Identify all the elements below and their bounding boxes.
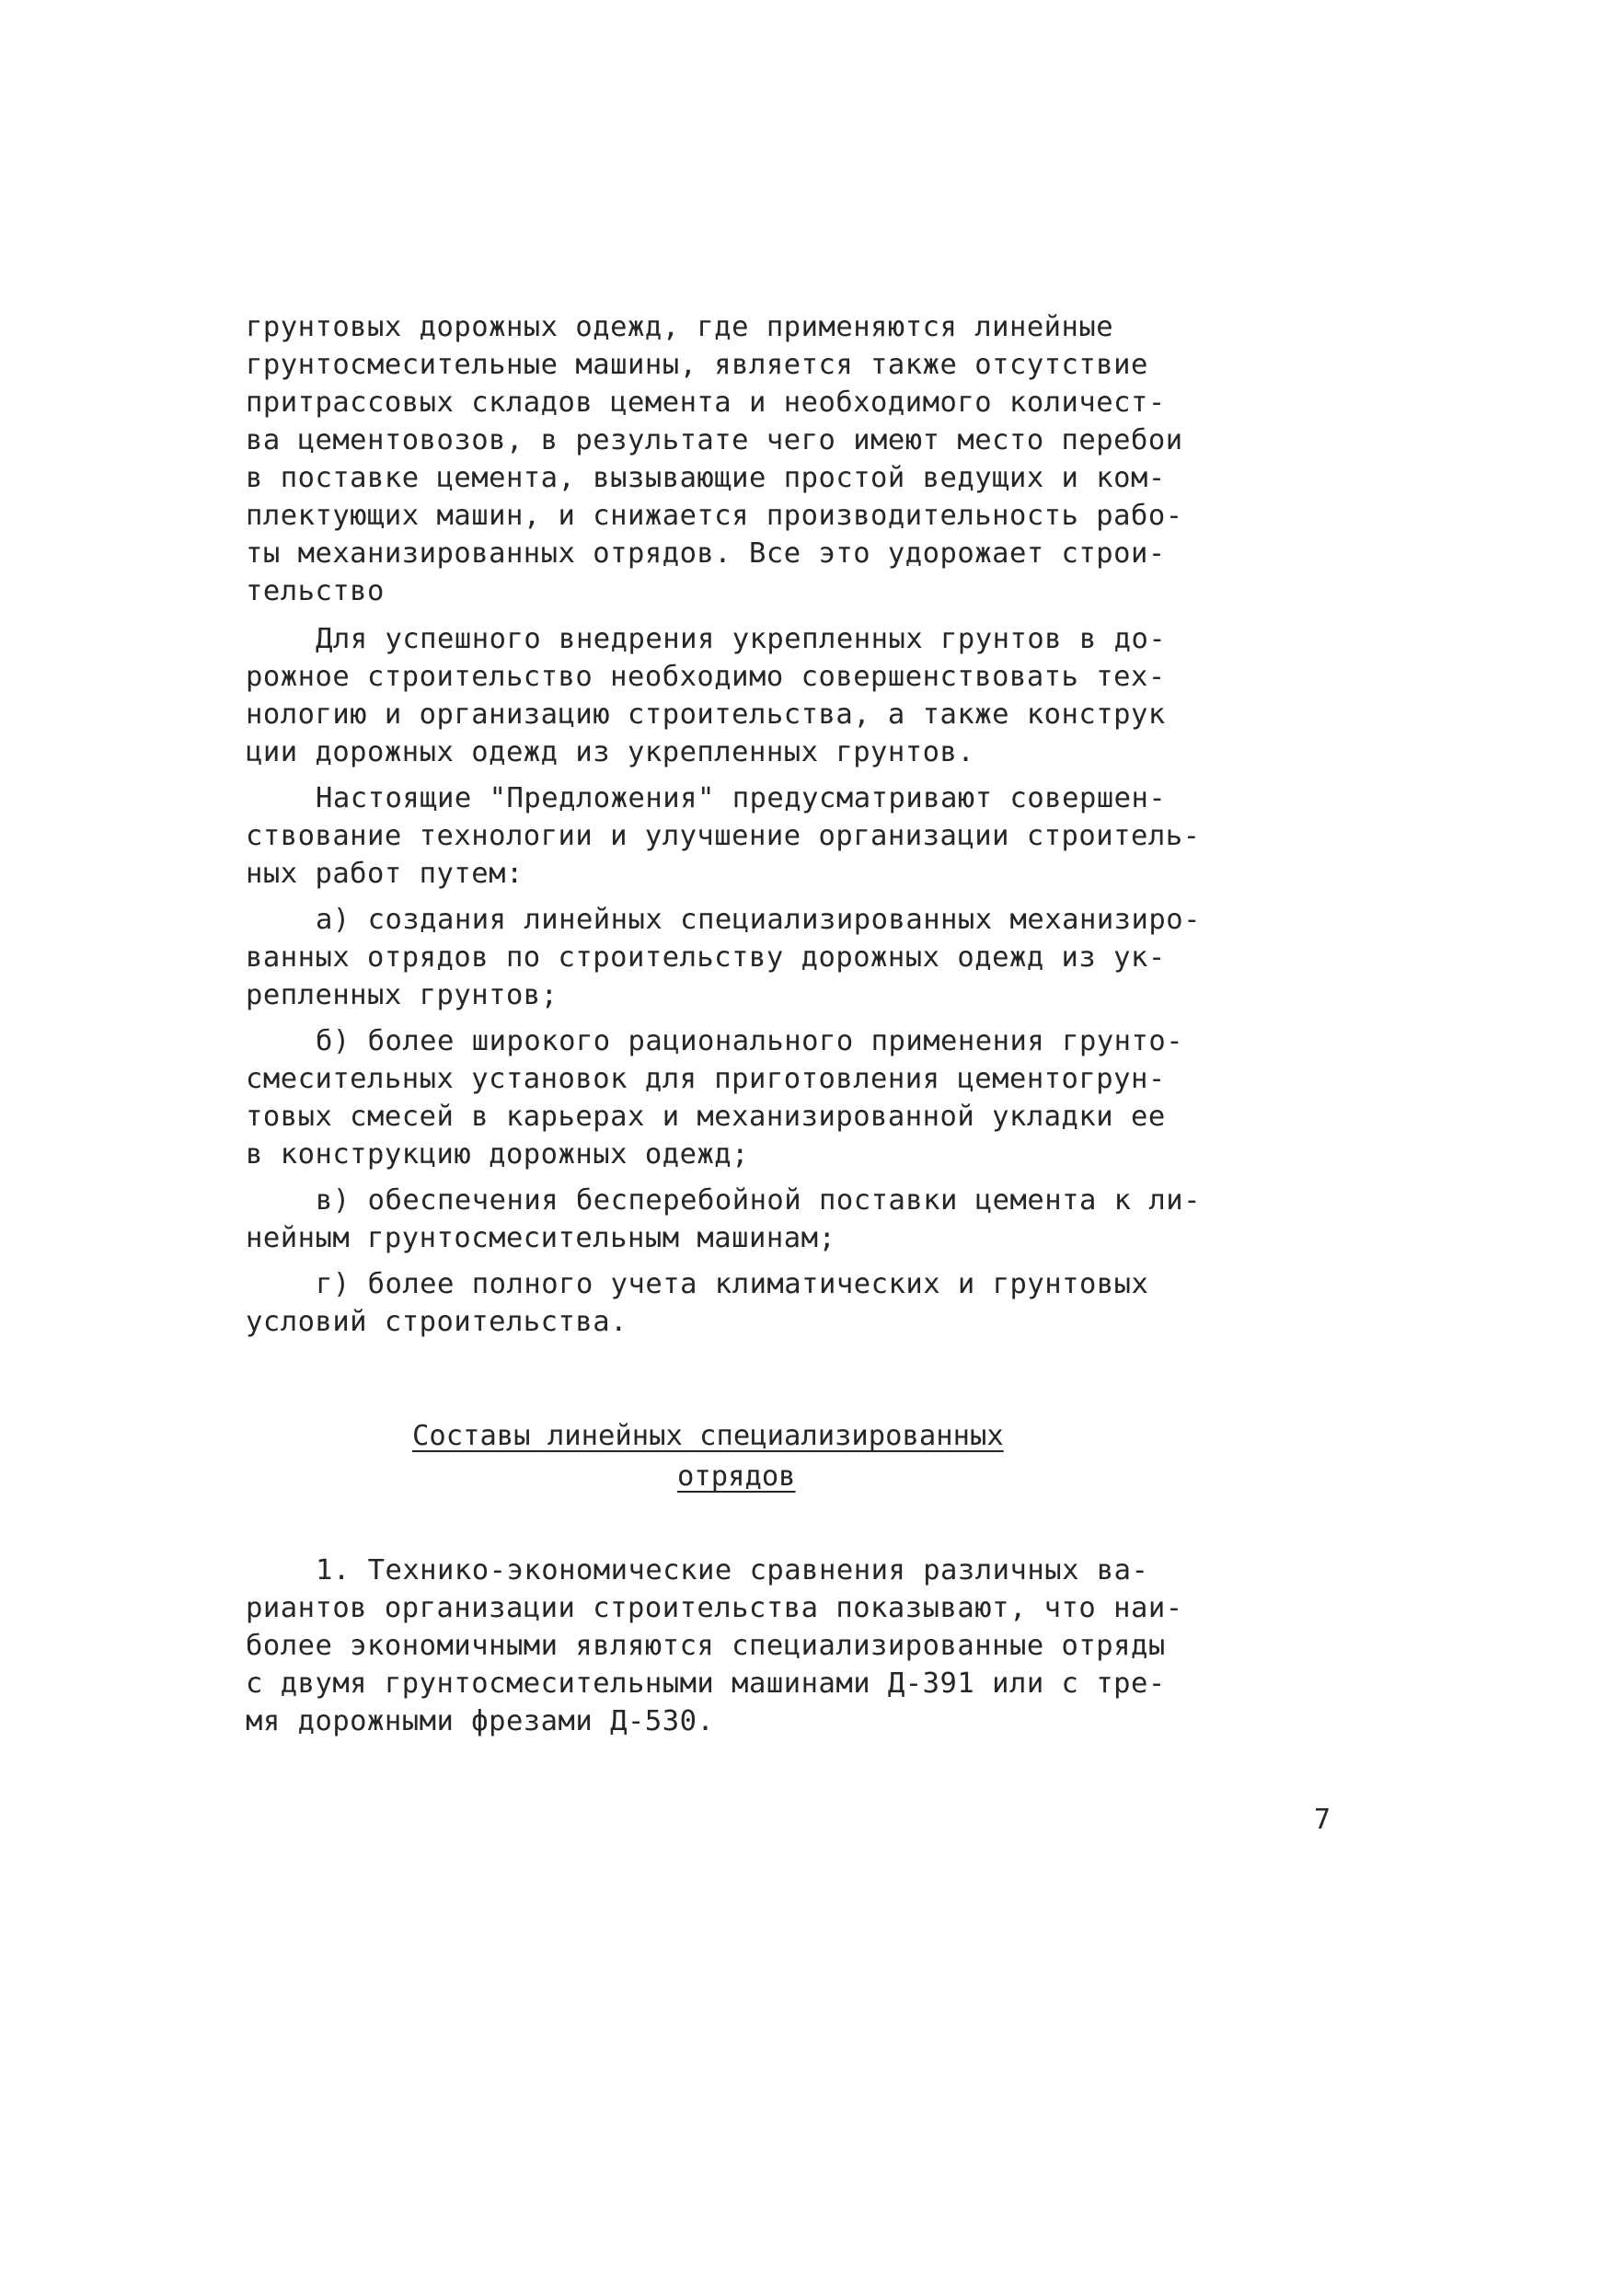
page-number: 7 <box>1314 1804 1331 1836</box>
text-line: тельство <box>246 575 385 607</box>
text-line: смесительных установок для приготовления цементогрун- <box>246 1063 1166 1095</box>
text-line: более экономичными являются специализированные отряды <box>246 1630 1166 1662</box>
text-line: ции дорожных одежд из укрепленных грунтов. <box>246 736 975 768</box>
text-line: репленных грунтов; <box>246 979 559 1011</box>
text-line: с двумя грунтосмесительными машинами Д-391 или с тре- <box>246 1667 1166 1700</box>
text-line: товых смесей в карьерах и механизированной укладки ее <box>246 1101 1166 1133</box>
text-line: мя дорожными фрезами Д-530. <box>246 1705 715 1737</box>
text-line: нейным грунтосмесительным машинам; <box>246 1222 836 1254</box>
text-line: в поставке цемента, вызывающие простой ведущих и ком- <box>246 462 1166 494</box>
text-line: грунтовых дорожных одежд, где применяются линейные <box>246 311 1114 343</box>
text-line: г) более полного учета климатических и грунтовых <box>316 1268 1149 1300</box>
text-line: ва цементовозов, в результате чего имеют место перебои <box>246 424 1183 456</box>
text-line: риантов организации строительства показывают, что наи- <box>246 1592 1183 1624</box>
text-line: ных работ путем: <box>246 858 524 890</box>
text-line: ванных отрядов по строительству дорожных одежд из ук- <box>246 941 1166 974</box>
text-line: плектующих машин, и снижается производительность рабо- <box>246 500 1183 532</box>
section-heading-line: отрядов <box>677 1460 796 1493</box>
text-line: условий строительства. <box>246 1306 628 1338</box>
text-line: нологию и организацию строительства, а также конструк <box>246 698 1166 731</box>
text-line: притрассовых складов цемента и необходимого количест- <box>246 387 1166 419</box>
text-line: 1. Технико-экономические сравнения различных ва- <box>316 1554 1149 1586</box>
text-line: а) создания линейных специализированных механизиро- <box>316 904 1201 936</box>
text-line: рожное строительство необходимо совершенствовать тех- <box>246 661 1166 693</box>
section-heading-line: Составы линейных специализированных <box>412 1420 1004 1452</box>
text-line: грунтосмесительные машины, является также отсутствие <box>246 349 1148 381</box>
text-line: в конструкцию дорожных одежд; <box>246 1138 750 1171</box>
text-line: Для успешного внедрения укрепленных грунтов в до- <box>316 623 1167 655</box>
text-line: б) более широкого рационального применения грунто- <box>316 1025 1184 1057</box>
text-line: ствование технологии и улучшение организации строитель- <box>246 820 1201 852</box>
text-line: ты механизированных отрядов. Все это удорожает строи- <box>246 537 1166 570</box>
text-line: Настоящие "Предложения" предусматривают совершен- <box>316 782 1167 814</box>
text-line: в) обеспечения бесперебойной поставки цемента к ли- <box>316 1184 1201 1217</box>
